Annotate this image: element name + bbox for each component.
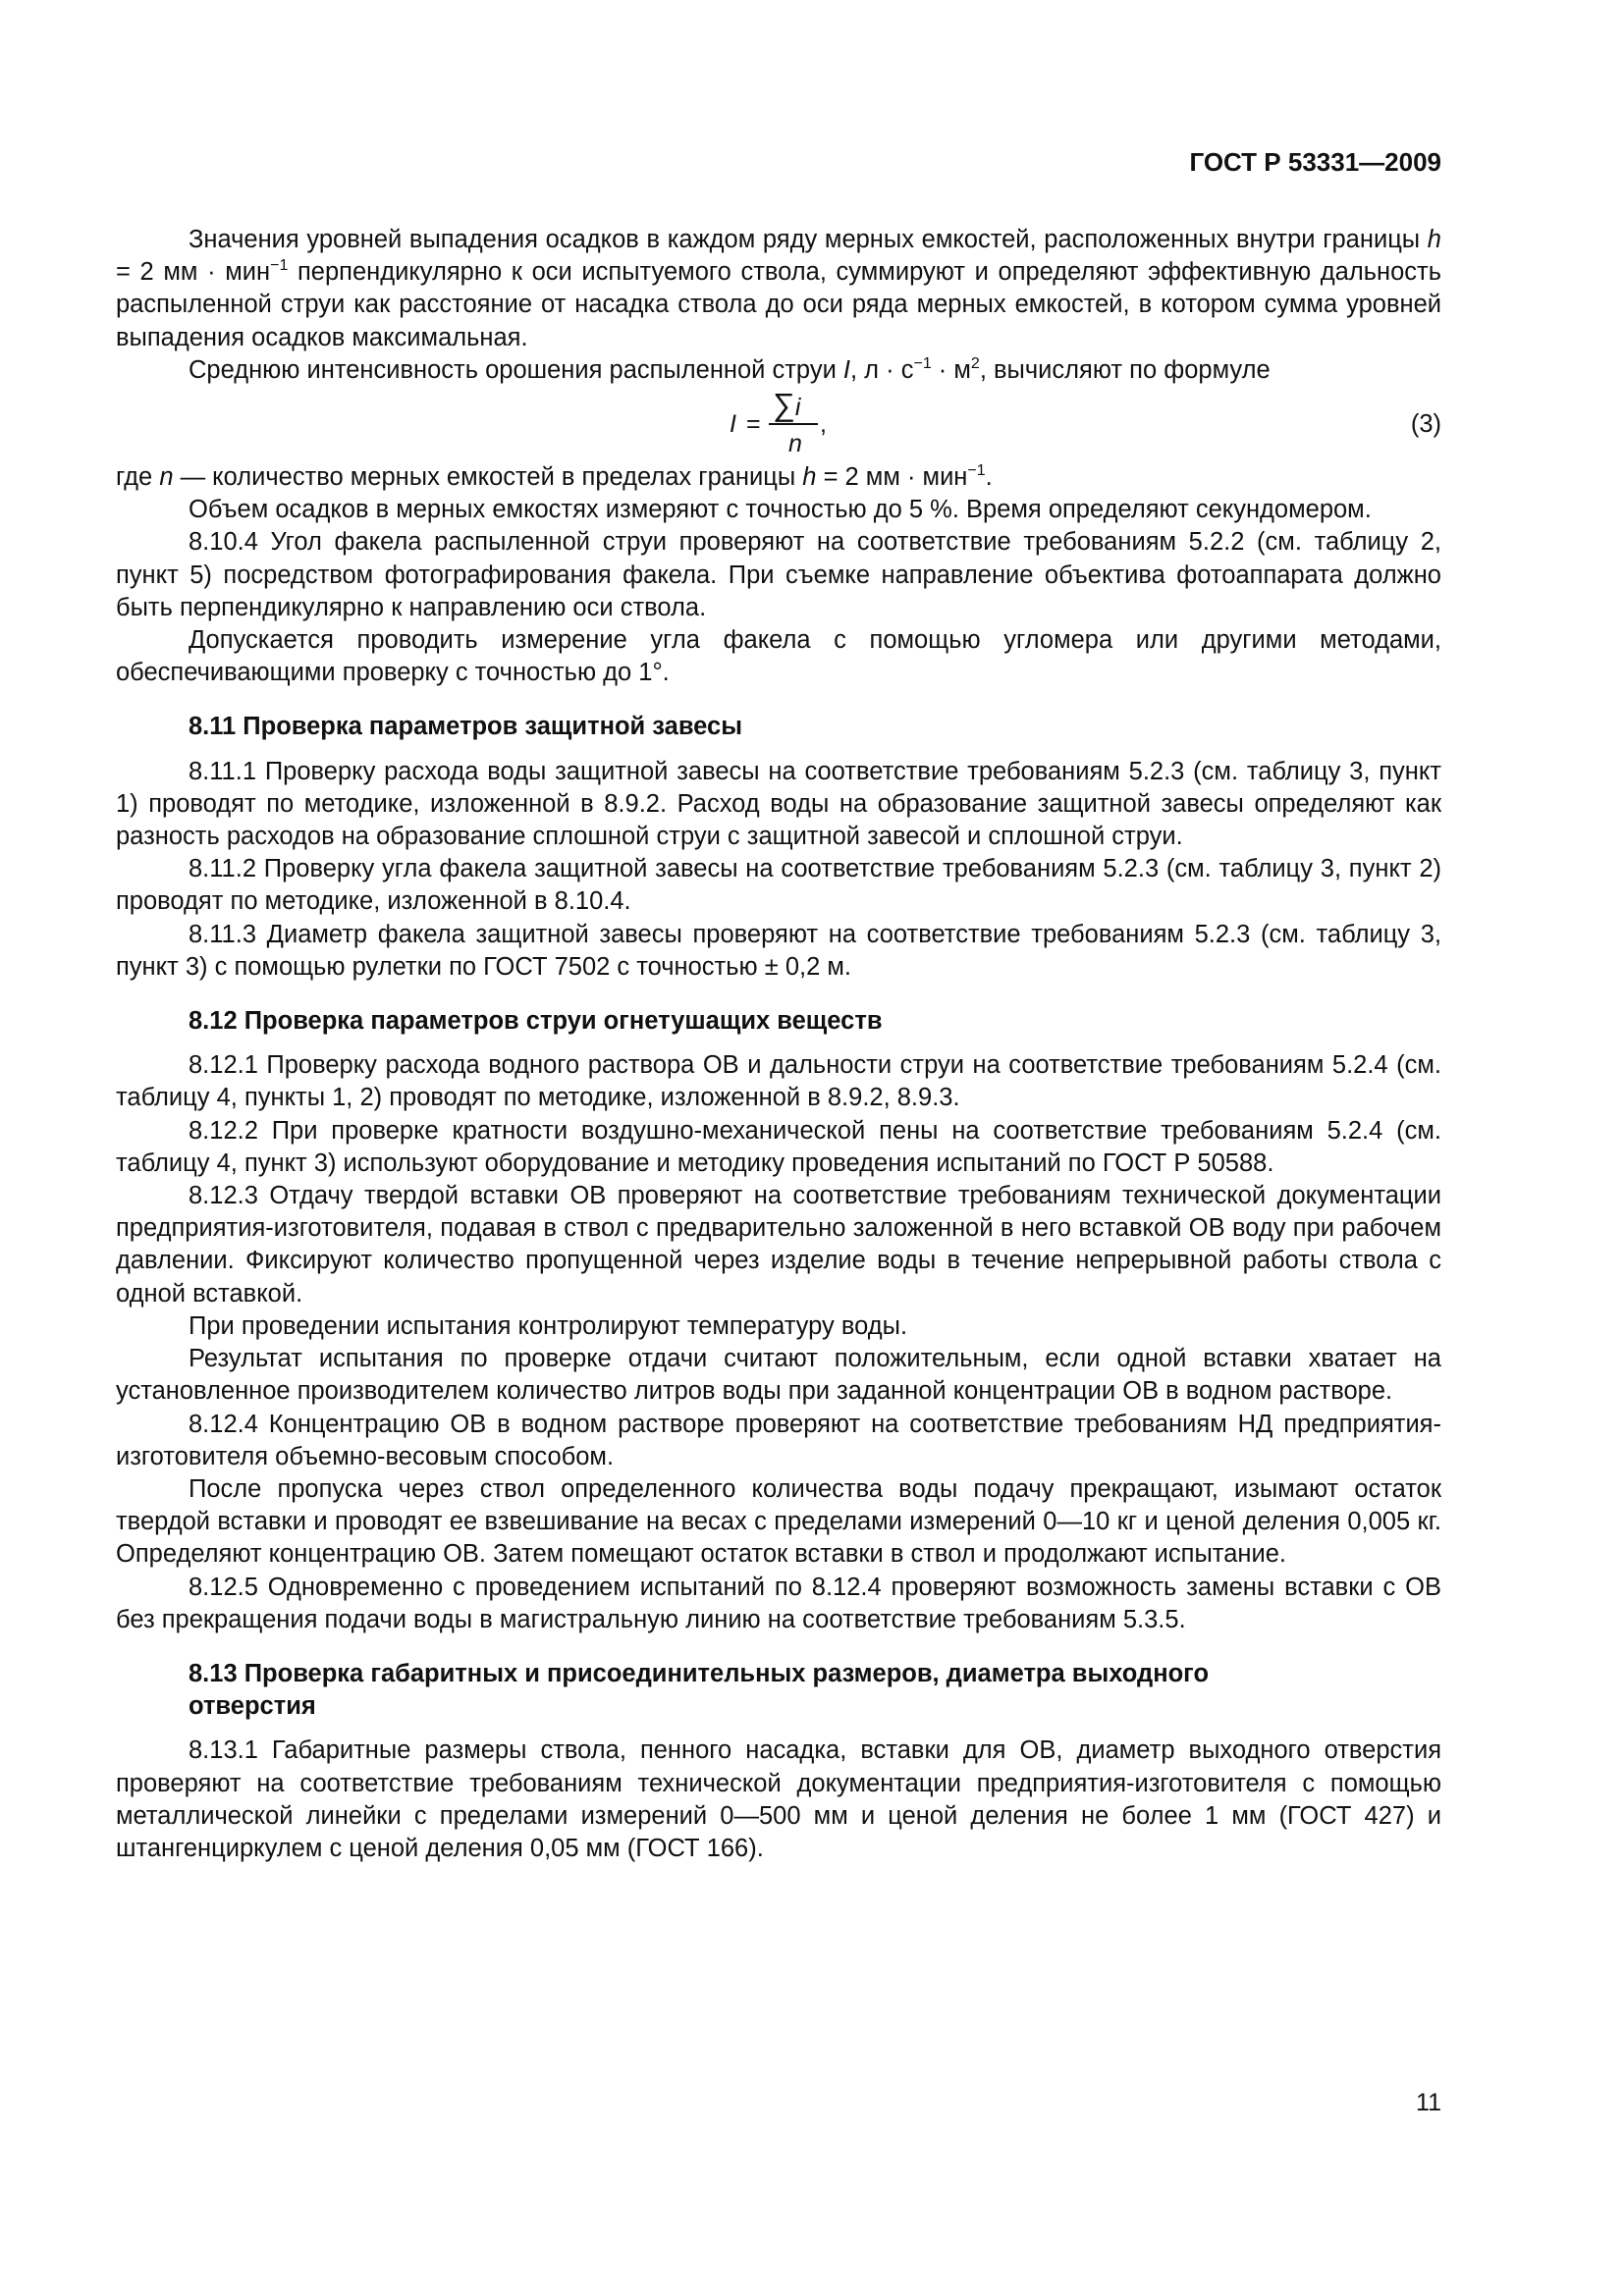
paragraph-where: где n — количество мерных емкостей в пределах границы h = 2 мм · мин$^{-1}$. xyxy=(116,462,993,492)
paragraph-test-result: Результат испытания по проверке отдачи считают положительным, если одной вставки хватает на установленное производителем количество литров воды при заданной концентрации ОВ в водном растворе. xyxy=(116,1345,1441,1406)
paragraph-precipitation-levels: Значения уровней выпадения осадков в каждом ряду мерных емкостей, расположенных внутри границы h = 2 мм · мин$^{-1}$ перпендикулярно к оси испытуемого ствола, суммируют и определяют эффективную дальность распыленной струи как расстояние от насадка ствола до оси ряда мерных емкостей, в котором сумма уровней выпадения осадков максимальная. xyxy=(116,226,1441,351)
page-number: 11 xyxy=(1416,2089,1441,2116)
paragraph-8-10-4: 8.10.4 Угол факела распыленной струи проверяют на соответствие требованиям 5.2.2 (см. таблицу 2, пункт 5) посредством фотографирования факела. При съемке направление объектива фотоаппарата должно быть перпендикулярно к направлению оси ствола. xyxy=(116,528,1441,621)
paragraph-8-11-2: 8.11.2 Проверку угла факела защитной завесы на соответствие требованиям 5.2.3 (см. таблицу 3, пункт 2) проводят по методике, изложенной в 8.10.4. xyxy=(116,855,1441,916)
paragraph-8-11-3: 8.11.3 Диаметр факела защитной завесы проверяют на соответствие требованиям 5.2.3 (см. таблицу 3, пункт 3) с помощью рулетки по ГОСТ 7502 с точностью ± 0,2 м. xyxy=(116,920,1441,981)
paragraph-8-13-1: 8.13.1 Габаритные размеры ствола, пенного насадка, вставки для ОВ, диаметр выходного отверстия проверяют на соответствие требованиям технической документации предприятия-изготовителя с помощью металлической линейки с пределами измерений 0—500 мм и ценой деления не более 1 мм (ГОСТ 427) и штангенциркулем с ценой деления 0,05 мм (ГОСТ 166). xyxy=(116,1736,1441,1862)
paragraph-angle-alternative: Допускается проводить измерение угла факела с помощью угломера или другими методами, обеспечивающими проверку с точностью до 1°. xyxy=(116,626,1441,687)
formula-3: I = ∑i n , (3) xyxy=(730,387,1441,458)
document-header: ГОСТ Р 53331—2009 xyxy=(1189,147,1441,177)
fraction-bar xyxy=(769,423,818,425)
paragraph-8-11-1: 8.11.1 Проверку расхода воды защитной завесы на соответствие требованиям 5.2.3 (см. таблицу 3, пункт 1) проводят по методике, изложенной в 8.9.2. Расход воды на образование защитной завесы определяют как разность расходов на образование сплошной струи с защитной завесой и сплошной струи. xyxy=(116,757,1441,851)
paragraph-8-12-5: 8.12.5 Одновременно с проведением испытаний по 8.12.4 проверяют возможность замены вставки с ОВ без прекращения подачи воды в магистральную линию на соответствие требованиям 5.3.5. xyxy=(116,1573,1441,1633)
paragraph-weighing: После пропуска через ствол определенного количества воды подачу прекращают, изымают остаток твердой вставки и проводят ее взвешивание на весах с пределами измерений 0—10 кг и ценой деления 0,005 кг. Определяют концентрацию ОВ. Затем помещают остаток вставки в ствол и продолжают испытание. xyxy=(116,1474,1441,1569)
document-body xyxy=(116,224,1441,1865)
sum-symbol: ∑ xyxy=(773,387,795,423)
heading-8-11: 8.11 Проверка параметров защитной завесы xyxy=(189,713,742,741)
paragraph-8-12-2: 8.12.2 При проверке кратности воздушно-механической пены на соответствие требованиям 5.2.4 (см. таблицу 4, пункт 3) используют оборудование и методику проведения испытаний по ГОСТ Р 50588. xyxy=(116,1116,1441,1177)
paragraph-water-temperature: При проведении испытания контролируют температуру воды. xyxy=(189,1311,908,1340)
heading-8-12: 8.12 Проверка параметров струи огнетушащих веществ xyxy=(189,1007,883,1036)
heading-8-13: 8.13 Проверка габаритных и присоединительных размеров, диаметра выходного отверстия xyxy=(189,1659,1210,1721)
paragraph-8-12-3: 8.12.3 Отдачу твердой вставки ОВ проверяют на соответствие требованиям технической документации предприятия-изготовителя, подавая в ствол с предварительно заложенной в него вставкой ОВ воду при рабочем давлении. Фиксируют количество пропущенной через изделие воды в течение непрерывной работы ствола с одной вставкой. xyxy=(116,1182,1441,1308)
paragraph-intensity-intro: Среднюю интенсивность орошения распыленной струи I, $л \cdot с^{-1} \cdot м^2$, вычисляют по формуле xyxy=(189,354,1271,384)
paragraph-volume-measurement: Объем осадков в мерных емкостях измеряют с точностью до 5 %. Время определяют секундомером. xyxy=(189,496,1372,524)
paragraph-8-12-1: 8.12.1 Проверку расхода водного раствора ОВ и дальности струи на соответствие требованиям 5.2.4 (см. таблицу 4, пункты 1, 2) проводят по методике, изложенной в 8.9.2, 8.9.3. xyxy=(116,1051,1441,1112)
paragraph-8-12-4: 8.12.4 Концентрацию ОВ в водном растворе проверяют на соответствие требованиям НД предприятия-изготовителя объемно-весовым способом. xyxy=(116,1410,1441,1470)
equation-number: (3) xyxy=(1410,410,1441,439)
